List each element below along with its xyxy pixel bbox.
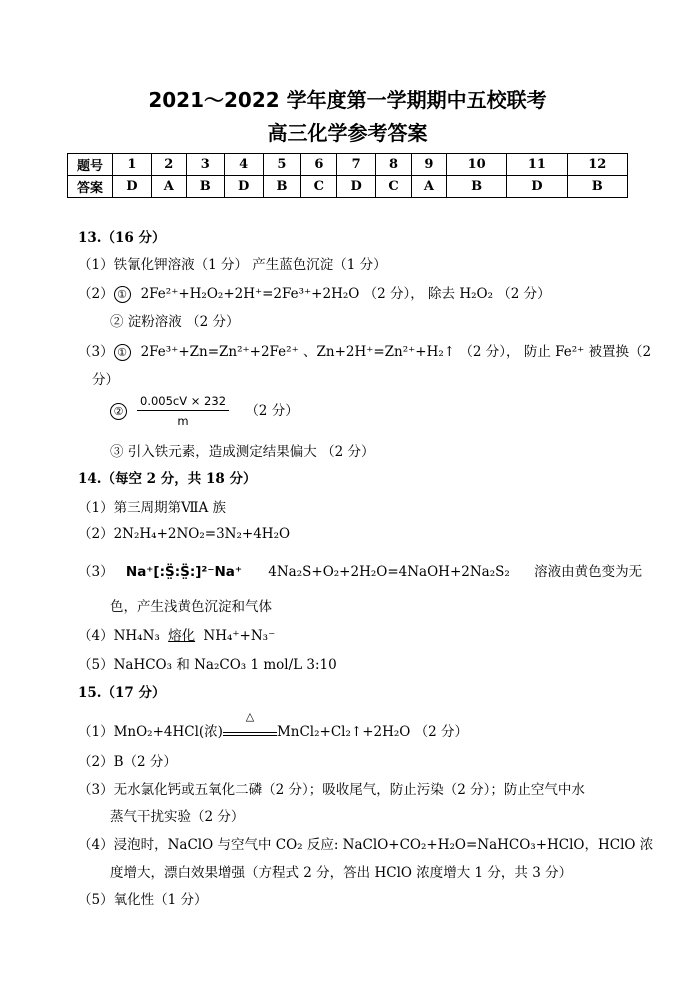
table-cell: D xyxy=(113,176,152,198)
fraction-numerator: 0.005cV × 232 xyxy=(137,394,229,411)
table-cell: B xyxy=(567,176,627,198)
equals-sign xyxy=(223,732,277,736)
equation-right: MnCl₂+Cl₂↑+2H₂O （2 分） xyxy=(276,724,469,740)
fraction xyxy=(137,394,229,428)
q14-line-5 xyxy=(78,624,275,644)
fraction-denominator: m xyxy=(177,414,189,428)
q15-heading: 15.（17 分） xyxy=(78,685,166,701)
page-subtitle: 高三化学参考答案 xyxy=(267,121,428,145)
table-cell: 5 xyxy=(263,154,301,176)
heating-condition xyxy=(223,710,277,736)
score: （2 分） xyxy=(245,402,299,419)
equation: 4Na₂S+O₂+2H₂O=4NaOH+2Na₂S₂ xyxy=(268,564,510,580)
table-cell: B xyxy=(263,176,301,198)
table-cell: 9 xyxy=(411,154,446,176)
table-cell: D xyxy=(337,176,376,198)
equation: 2Fe²⁺+H₂O₂+2H⁺=2Fe³⁺+2H₂O （2 分）， 除去 H₂O₂ （2 分） xyxy=(140,286,551,302)
table-cell: 10 xyxy=(446,154,506,176)
equation: 2Fe³⁺+Zn=Zn²⁺+2Fe²⁺ 、Zn+2H⁺=Zn²⁺+H₂↑ （2 分）， 防止 Fe²⁺ 被置换（2 xyxy=(140,344,652,360)
page-title: 2021～2022 学年度第一学期期中五校联考 xyxy=(148,88,547,112)
q14-line-3 xyxy=(78,560,642,580)
q15-line-5: （4）浸泡时，NaClO 与空气中 CO₂ 反应: NaClO+CO₂+H₂O=NaHCO₃+HClO，HClO 浓 xyxy=(78,837,654,853)
q13-line-2 xyxy=(78,282,551,303)
table-cell: 12 xyxy=(567,154,627,176)
q15-line-6: 度增大，漂白效果增强（方程式 2 分，答出 HClO 浓度增大 1 分，共 3 分） xyxy=(110,865,573,881)
q13-heading: 13.（16 分） xyxy=(78,230,166,246)
circled-number: ① xyxy=(114,344,131,361)
table-cell: C xyxy=(376,176,412,198)
circled-number: ① xyxy=(114,286,131,303)
table-cell: 6 xyxy=(301,154,337,176)
table-cell: D xyxy=(507,176,567,198)
observation: 溶液由黄色变为无 xyxy=(534,564,643,580)
q15-line-3: （3）无水氯化钙或五氧化二磷（2 分）；吸收尾气，防止污染（2 分）；防止空气中水 xyxy=(78,782,585,798)
table-cell: A xyxy=(411,176,446,198)
table-cell: 1 xyxy=(113,154,152,176)
row-label-answer: 答案 xyxy=(68,176,113,198)
part-label: （2） xyxy=(78,286,114,302)
table-cell: B xyxy=(446,176,506,198)
heat-triangle-icon: △ xyxy=(245,710,255,723)
condition: 熔化 xyxy=(168,628,196,644)
circled-number: ② xyxy=(110,403,127,420)
equation-left: （4）NH₄N₃ xyxy=(78,628,160,644)
q15-line-1 xyxy=(78,710,469,740)
q13-line-3: ② 淀粉溶液 （2 分） xyxy=(110,314,240,330)
part-label: （3） xyxy=(78,344,114,360)
answer-table xyxy=(67,153,628,198)
q15-line-4: 蒸气干扰实验（2 分） xyxy=(110,809,245,825)
q14-heading: 14.（每空 2 分，共 18 分） xyxy=(78,471,257,487)
table-cell: 3 xyxy=(186,154,224,176)
q15-line-2: （2）B（2 分） xyxy=(78,754,177,770)
q13-line-6 xyxy=(110,394,299,428)
table-row-numbers xyxy=(68,154,628,176)
q14-line-4: 色，产生浅黄色沉淀和气体 xyxy=(110,599,272,615)
equation-right: NH₄⁺+N₃⁻ xyxy=(203,628,276,644)
equation-left: （1）MnO₂+4HCl(浓) xyxy=(78,724,223,740)
table-cell: 8 xyxy=(376,154,412,176)
q13-line-7: ③ 引入铁元素，造成测定结果偏大 （2 分） xyxy=(110,444,375,460)
table-cell: C xyxy=(301,176,337,198)
table-row-answers xyxy=(68,176,628,198)
q14-line-2: （2）2N₂H₄+2NO₂=3N₂+4H₂O xyxy=(78,526,291,542)
q15-line-7: （5）氧化性（1 分） xyxy=(78,892,208,908)
table-cell: A xyxy=(151,176,186,198)
q13-line-1: （1）铁氰化钾溶液（1 分） 产生蓝色沉淀（1 分） xyxy=(78,257,387,273)
q14-line-1: （1）第三周期第ⅦA 族 xyxy=(78,500,227,516)
table-cell: 4 xyxy=(224,154,263,176)
electron-formula: Na⁺[:S̤̈:S̤̈:]²⁻Na⁺ xyxy=(125,564,242,580)
part-label: （3） xyxy=(78,564,114,580)
q13-line-5: 分） xyxy=(92,372,119,388)
table-cell: B xyxy=(186,176,224,198)
q13-line-4 xyxy=(78,340,651,361)
q14-line-6: （5）NaHCO₃ 和 Na₂CO₃ 1 mol/L 3:10 xyxy=(78,657,337,673)
table-cell: 7 xyxy=(337,154,376,176)
row-label-question: 题号 xyxy=(68,154,113,176)
table-cell: 11 xyxy=(507,154,567,176)
table-cell: D xyxy=(224,176,263,198)
table-cell: 2 xyxy=(151,154,186,176)
